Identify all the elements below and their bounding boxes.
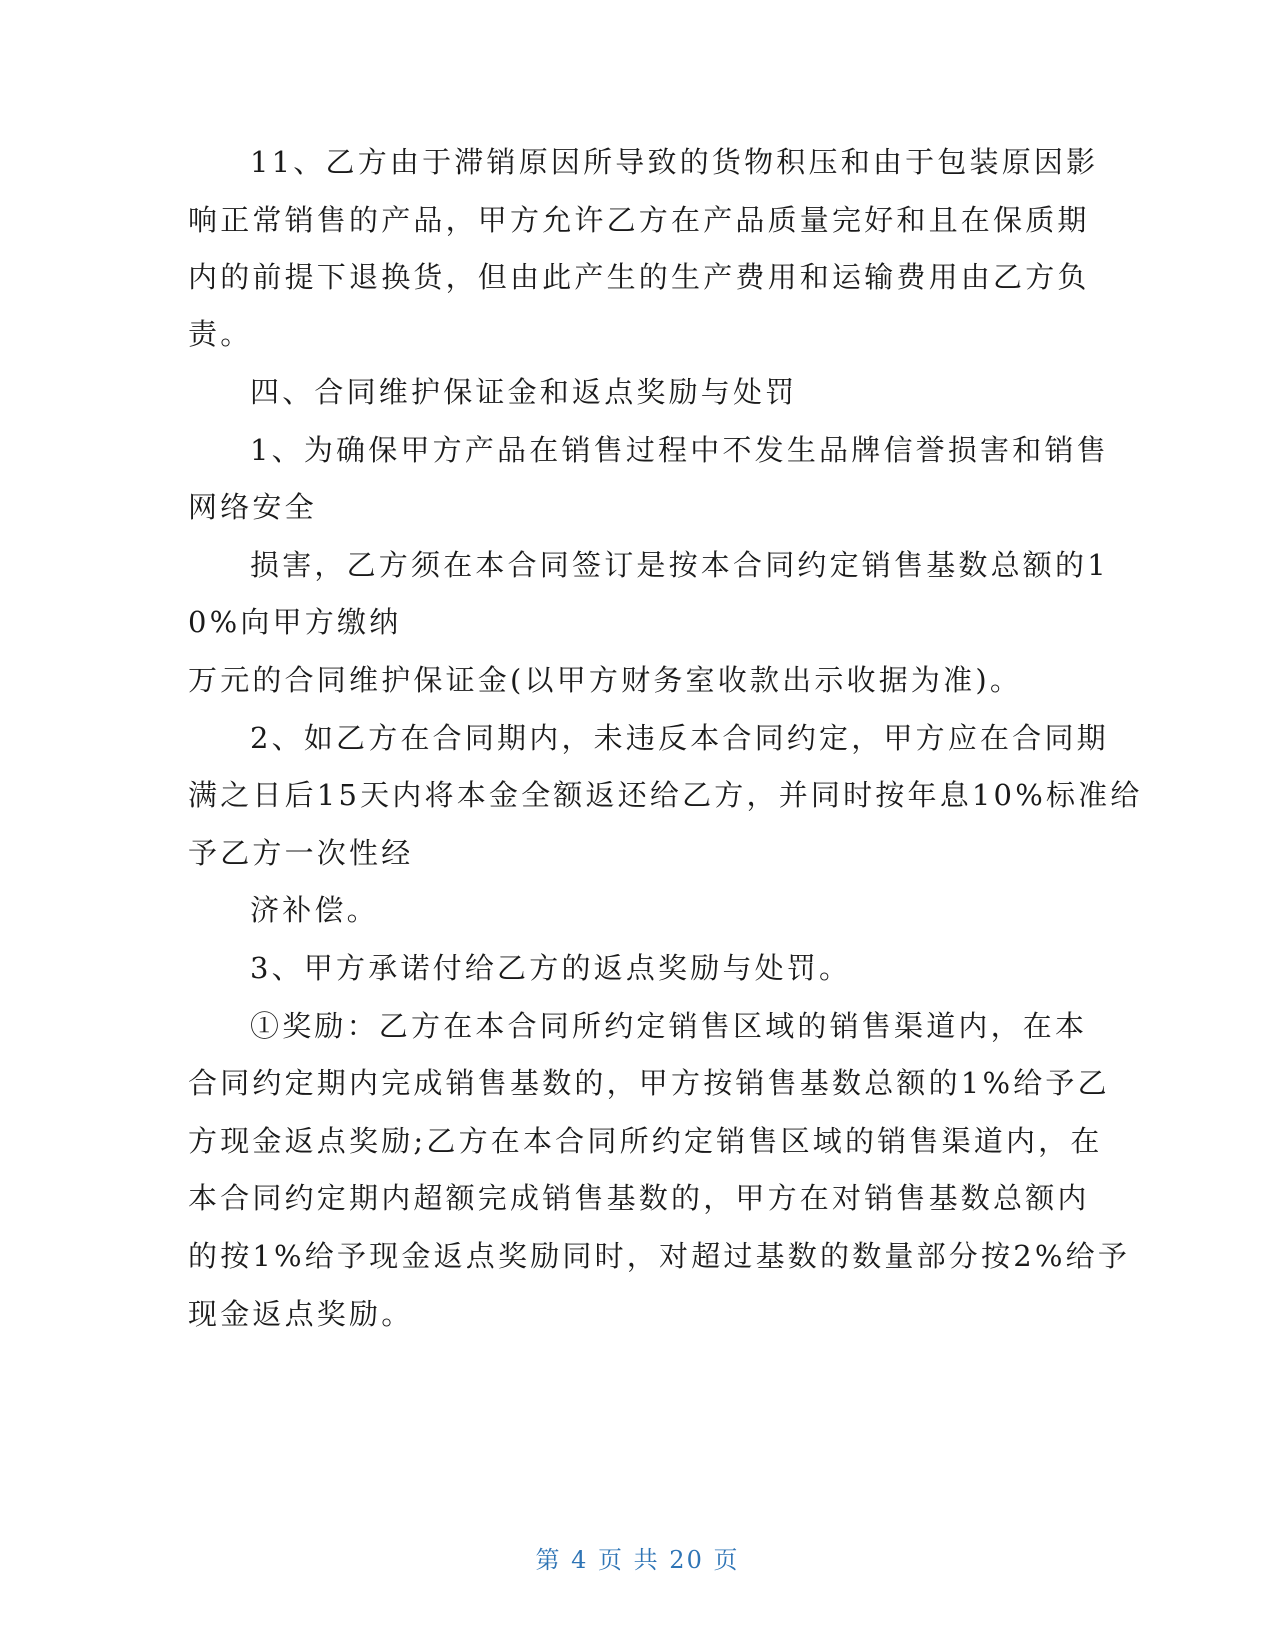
paragraph-11-line-2: 响正常销售的产品，甲方允许乙方在产品质量完好和且在保质期 bbox=[188, 203, 1090, 237]
clause-1-line-5: 万元的合同维护保证金(以甲方财务室收款出示收据为准)。 bbox=[188, 663, 1023, 697]
clause-2-line-3: 予乙方一次性经 bbox=[188, 836, 414, 870]
reward-line-4: 本合同约定期内超额完成销售基数的，甲方在对销售基数总额内 bbox=[188, 1181, 1090, 1215]
clause-3-line-1: 3、甲方承诺付给乙方的返点奖励与处罚。 bbox=[250, 951, 852, 985]
clause-2-line-4: 济补偿。 bbox=[250, 893, 379, 927]
section-heading-4: 四、合同维护保证金和返点奖励与处罚 bbox=[250, 375, 798, 409]
clause-2-line-1: 2、如乙方在合同期内，未违反本合同约定，甲方应在合同期 bbox=[250, 721, 1109, 755]
clause-1-line-4: 0%向甲方缴纳 bbox=[188, 605, 402, 639]
reward-line-1: ①奖励：乙方在本合同所约定销售区域的销售渠道内，在本 bbox=[250, 1009, 1088, 1043]
reward-line-2: 合同约定期内完成销售基数的，甲方按销售基数总额的1%给予乙 bbox=[188, 1066, 1110, 1100]
paragraph-11-line-1: 11、乙方由于滞销原因所导致的货物积压和由于包装原因影 bbox=[250, 145, 1099, 179]
clause-1-line-2: 网络安全 bbox=[188, 490, 317, 524]
paragraph-11-line-4: 责。 bbox=[188, 317, 253, 351]
clause-1-line-1: 1、为确保甲方产品在销售过程中不发生品牌信誉损害和销售 bbox=[250, 433, 1109, 467]
reward-line-5: 的按1%给予现金返点奖励同时，对超过基数的数量部分按2%给予 bbox=[188, 1239, 1131, 1273]
page-number-footer: 第 4 页 共 20 页 bbox=[535, 1546, 740, 1574]
clause-2-line-2: 满之日后15天内将本金全额返还给乙方，并同时按年息10%标准给 bbox=[188, 778, 1143, 812]
paragraph-11-line-3: 内的前提下退换货，但由此产生的生产费用和运输费用由乙方负 bbox=[188, 260, 1090, 294]
clause-1-line-3: 损害，乙方须在本合同签订是按本合同约定销售基数总额的1 bbox=[250, 548, 1109, 582]
reward-line-3: 方现金返点奖励;乙方在本合同所约定销售区域的销售渠道内，在 bbox=[188, 1124, 1103, 1158]
reward-line-6: 现金返点奖励。 bbox=[188, 1297, 414, 1331]
